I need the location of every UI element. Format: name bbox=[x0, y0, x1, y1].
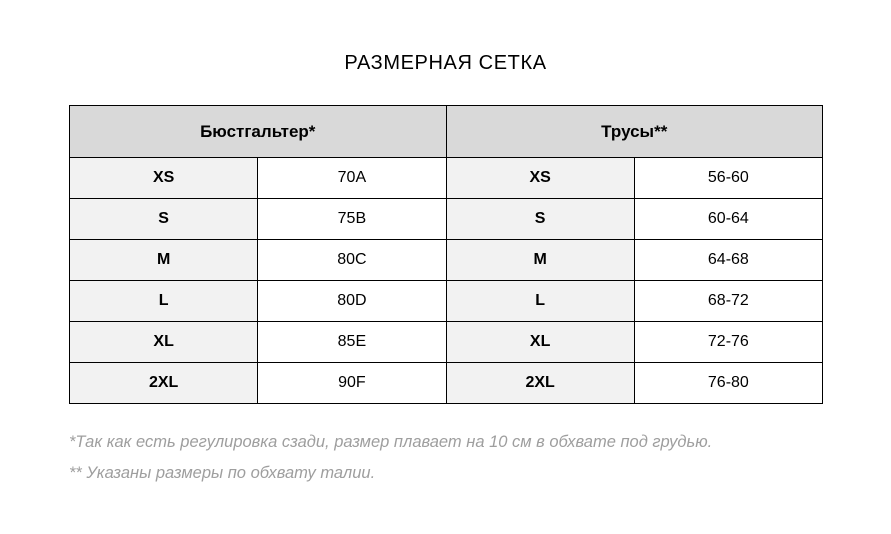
table-row bbox=[70, 322, 823, 363]
bra-size-cell: L bbox=[70, 281, 258, 322]
page-title: РАЗМЕРНАЯ СЕТКА bbox=[344, 52, 547, 74]
size-table-header bbox=[70, 106, 823, 158]
panties-size-cell: XS bbox=[446, 158, 634, 199]
bra-size-cell: XL bbox=[70, 322, 258, 363]
footnote-bra: *Так как есть регулировка сзади, размер плавает на 10 см в обхвате под грудью. bbox=[69, 433, 713, 451]
footnote-panties: ** Указаны размеры по обхвату талии. bbox=[69, 464, 376, 482]
panties-size-cell: 2XL bbox=[446, 363, 634, 404]
panties-size-cell: S bbox=[446, 199, 634, 240]
bra-size-cell: M bbox=[70, 240, 258, 281]
table-row bbox=[70, 240, 823, 281]
size-table bbox=[69, 105, 823, 404]
bra-value-cell: 80D bbox=[258, 281, 446, 322]
bra-size-cell: XS bbox=[70, 158, 258, 199]
header-cell-panties: Трусы** bbox=[446, 106, 823, 158]
bra-value-cell: 75B bbox=[258, 199, 446, 240]
panties-value-cell: 60-64 bbox=[634, 199, 822, 240]
table-row bbox=[70, 281, 823, 322]
bra-size-cell: 2XL bbox=[70, 363, 258, 404]
bra-value-cell: 85E bbox=[258, 322, 446, 363]
table-row bbox=[70, 363, 823, 404]
panties-value-cell: 68-72 bbox=[634, 281, 822, 322]
panties-size-cell: M bbox=[446, 240, 634, 281]
panties-value-cell: 64-68 bbox=[634, 240, 822, 281]
panties-value-cell: 76-80 bbox=[634, 363, 822, 404]
panties-size-cell: XL bbox=[446, 322, 634, 363]
bra-value-cell: 90F bbox=[258, 363, 446, 404]
header-cell-bra: Бюстгальтер* bbox=[70, 106, 447, 158]
header-row bbox=[70, 106, 823, 158]
size-table-body bbox=[70, 158, 823, 404]
table-row bbox=[70, 199, 823, 240]
panties-size-cell: L bbox=[446, 281, 634, 322]
bra-value-cell: 70A bbox=[258, 158, 446, 199]
footnotes bbox=[69, 427, 829, 489]
bra-value-cell: 80C bbox=[258, 240, 446, 281]
panties-value-cell: 56-60 bbox=[634, 158, 822, 199]
bra-size-cell: S bbox=[70, 199, 258, 240]
table-row bbox=[70, 158, 823, 199]
panties-value-cell: 72-76 bbox=[634, 322, 822, 363]
